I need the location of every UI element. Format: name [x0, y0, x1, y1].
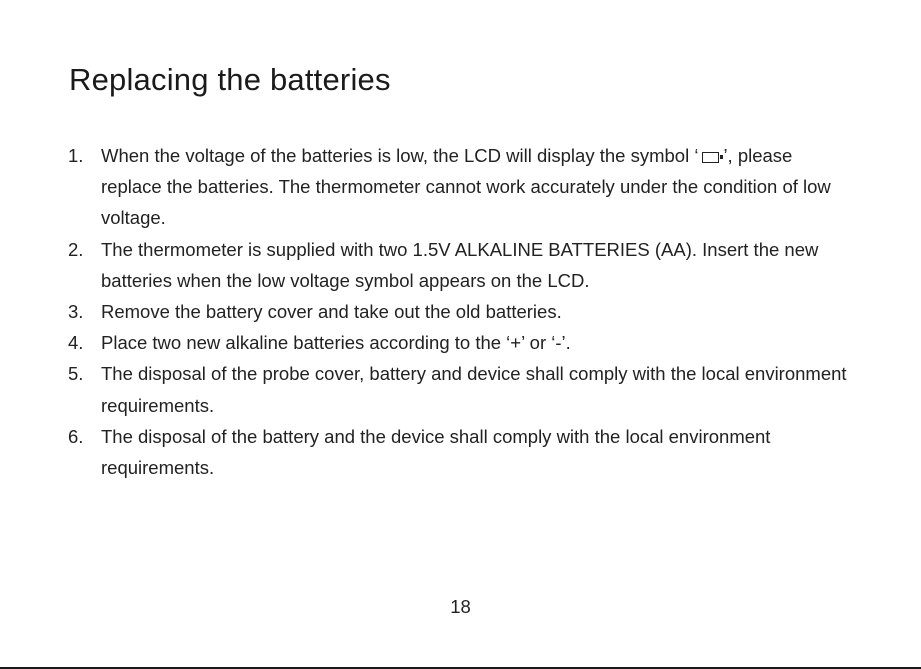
step-text-before-icon: When the voltage of the batteries is low, the LCD will display the symbol ‘: [101, 145, 699, 166]
step-text: Place two new alkaline batteries according to the ‘+’ or ‘-’.: [101, 332, 571, 354]
step-text: The disposal of the battery and the device shall comply with the local environment requirements.: [101, 425, 771, 479]
step-number: 2.: [68, 238, 84, 260]
step-number: 6.: [68, 425, 84, 447]
list-item-step-6: [68, 421, 848, 483]
list-item-step-1: [68, 140, 848, 234]
step-text: The thermometer is supplied with two 1.5V ALKALINE BATTERIES (AA). Insert the new batteries when the low voltage symbol appears on the LCD.: [101, 238, 819, 291]
list-item-step-3: [68, 296, 848, 327]
step-text: Remove the battery cover and take out the old batteries.: [101, 301, 562, 323]
step-text-after-icon: ’, please replace the batteries. The thermometer cannot work accurately under the condition of low voltage.: [101, 145, 831, 229]
list-item-step-2: [68, 234, 848, 296]
instruction-list: [68, 140, 848, 483]
step-number: 1.: [68, 145, 84, 166]
step-number: 3.: [68, 301, 84, 323]
page-number: 18: [450, 596, 471, 617]
list-item-step-5: [68, 358, 848, 420]
page-title: Replacing the batteries: [69, 62, 391, 97]
list-item-step-4: [68, 327, 848, 358]
step-number: 5.: [68, 363, 84, 385]
low-battery-icon: [702, 152, 719, 163]
step-text: The disposal of the probe cover, battery and device shall comply with the local environment requirements.: [101, 363, 847, 416]
step-text: [101, 140, 848, 234]
step-number: 4.: [68, 332, 84, 354]
